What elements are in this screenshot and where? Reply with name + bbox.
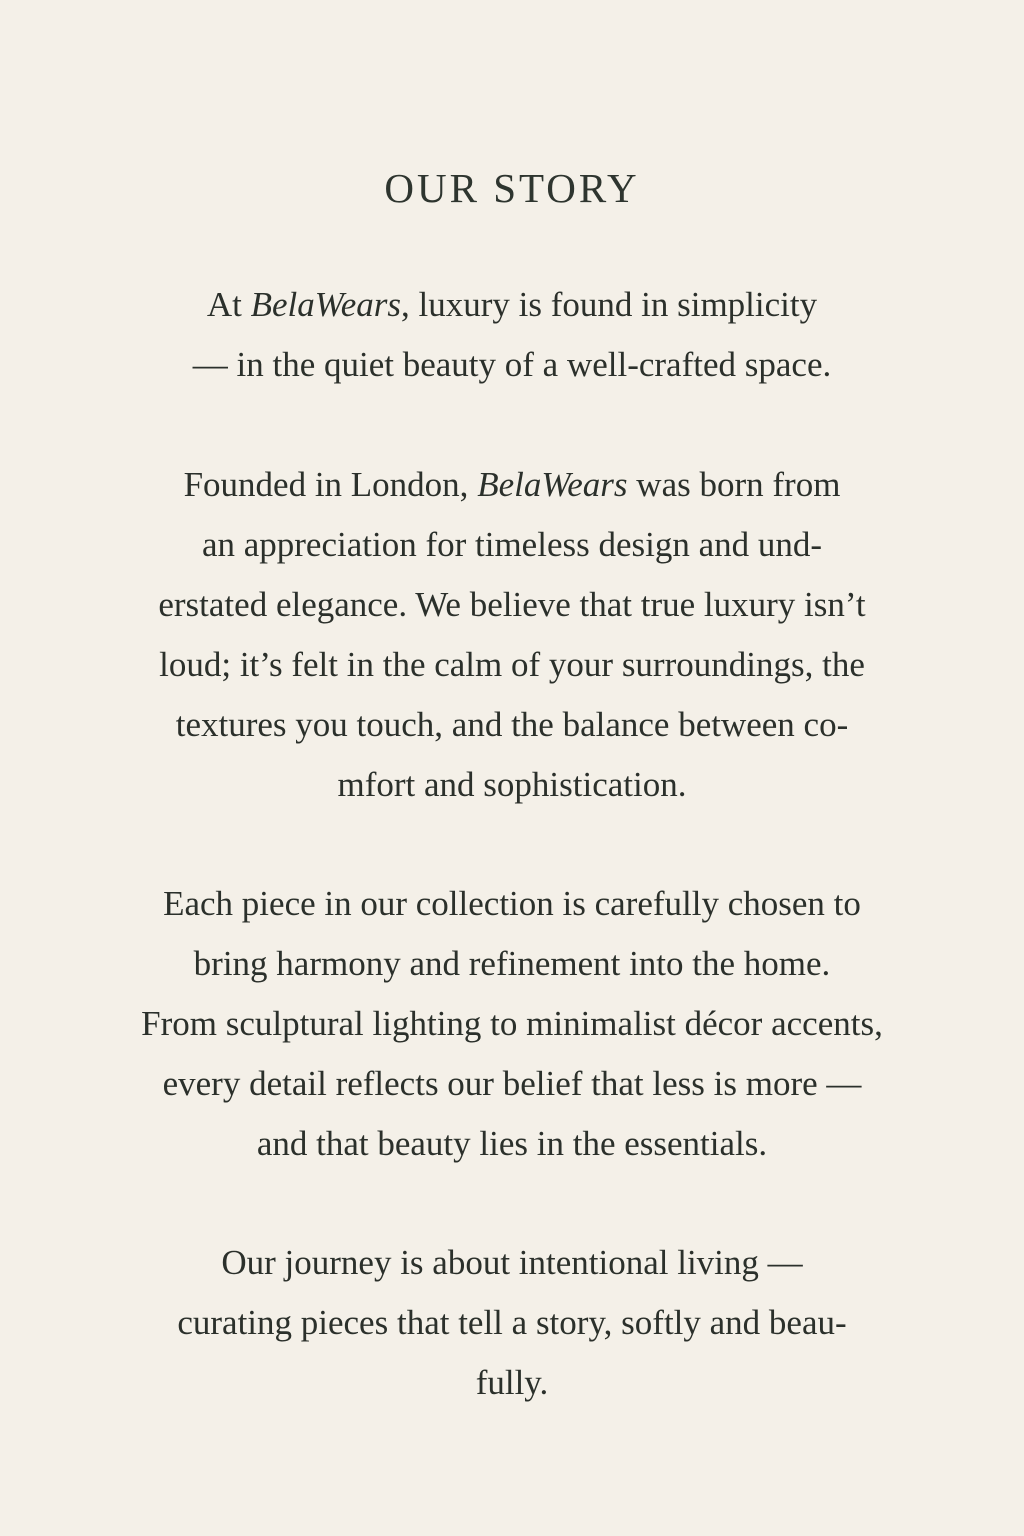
paragraph-line: and that beauty lies in the essentials. — [256, 1124, 768, 1163]
page-title: OUR STORY — [384, 165, 640, 211]
paragraph-line: At BelaWears, luxury is found in simplicity — [206, 285, 818, 324]
founding-paragraph — [0, 455, 1024, 815]
collection-paragraph — [0, 874, 1024, 1174]
intro-paragraph — [0, 275, 1024, 395]
paragraph-line: erstated elegance. We believe that true luxury isn’t — [158, 585, 866, 624]
paragraph-line: loud; it’s felt in the calm of your surroundings, the — [159, 645, 865, 684]
paragraph-line: curating pieces that tell a story, softly and beau- — [177, 1303, 847, 1342]
brand-name: BelaWears — [250, 285, 401, 324]
journey-paragraph — [0, 1233, 1024, 1413]
paragraph-line: every detail reflects our belief that less is more — — [162, 1064, 862, 1103]
paragraph-line: Each piece in our collection is carefully chosen to — [163, 884, 861, 923]
paragraph-line: fully. — [475, 1363, 549, 1402]
paragraph-line: textures you touch, and the balance between co- — [175, 705, 849, 744]
paragraph-line: mfort and sophistication. — [337, 765, 687, 804]
paragraph-line: From sculptural lighting to minimalist décor accents, — [141, 1004, 883, 1043]
paragraph-line: an appreciation for timeless design and und- — [201, 525, 823, 564]
paragraph-line: bring harmony and refinement into the home. — [193, 944, 831, 983]
brand-name: BelaWears — [477, 465, 628, 504]
paragraph-line: Founded in London, BelaWears was born from — [183, 465, 841, 504]
paragraph-line: — in the quiet beauty of a well-crafted space. — [192, 345, 832, 384]
paragraph-line: Our journey is about intentional living — — [221, 1243, 803, 1282]
